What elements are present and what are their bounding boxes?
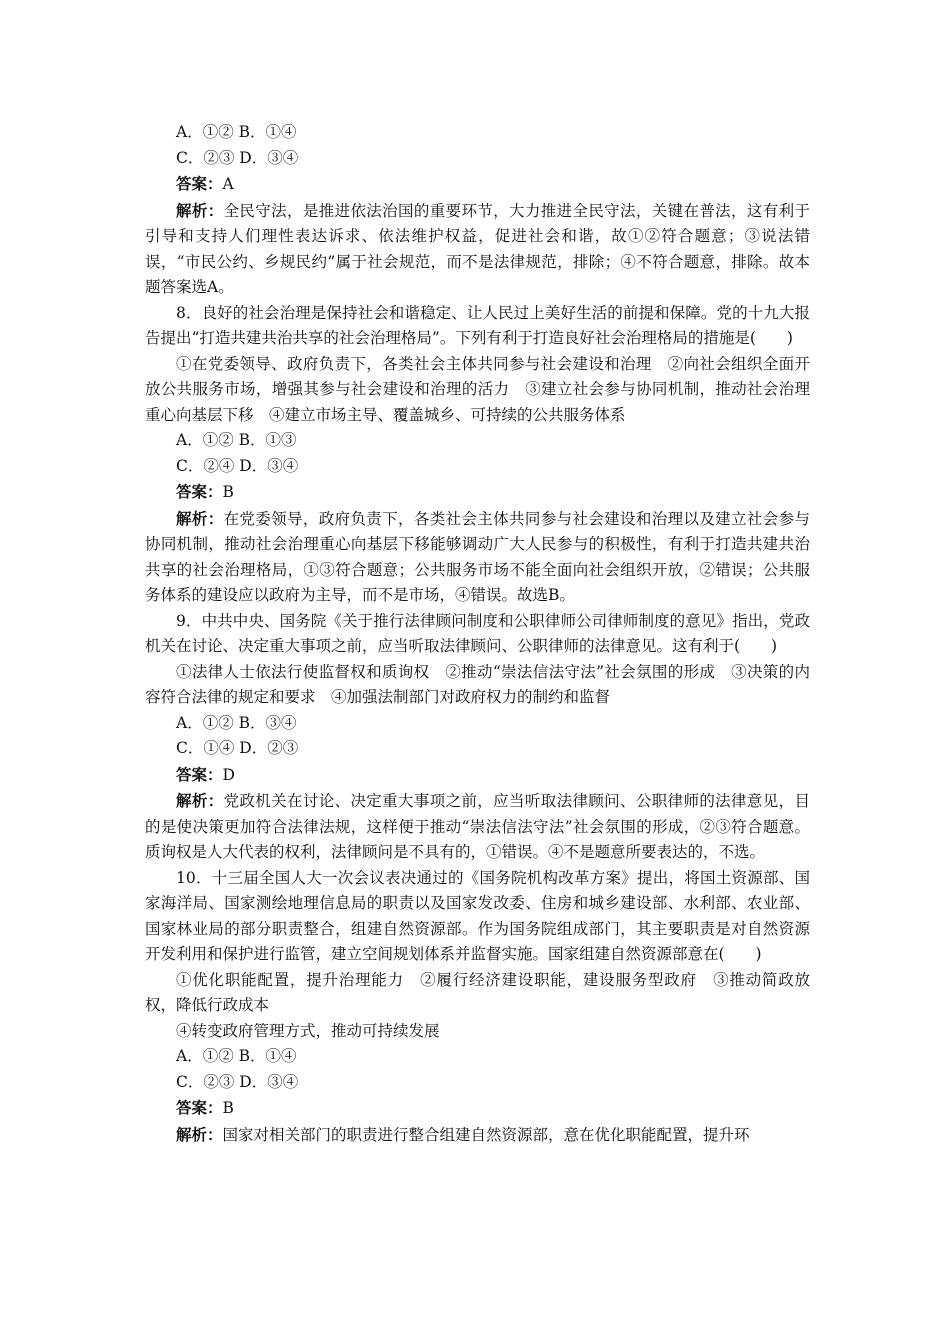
q8-items: ①在党委领导、政府负责下，各类社会主体共同参与社会建设和治理 ②向社会组织全面开放公共服务市场，增强其参与社会建设和治理的活力 ③建立社会参与协同机制，推动社会治理重心向基层下移 ④建立市场主导、覆盖城乡、可持续的公共服务体系 xyxy=(145,354,810,424)
answer-value: B xyxy=(222,483,234,501)
q9-answer xyxy=(145,762,810,789)
q7-analysis xyxy=(145,198,810,301)
q9-items: ①法律人士依法行使监督权和质询权 ②推动“崇法信法守法”社会氛围的形成 ③决策的内容符合法律的规定和要求 ④加强法制部门对政府权力的制约和监督 xyxy=(145,662,810,706)
q8-options-ab: A．①② B．①③ xyxy=(176,431,297,449)
analysis-label: 解析： xyxy=(176,1124,223,1144)
q9-analysis xyxy=(145,788,810,866)
analysis-text: 在党委领导，政府负责下，各类社会主体共同参与社会建设和治理以及建立社会参与协同机制，推动社会治理重心向基层下移能够调动广大人民参与的积极性，有利于打造共建共治共享的社会治理格局，①③符合题意；公共服务市场不能全面向社会组织开放，②错误；公共服务体系的建设应以政府为主导，而不是市场，④错误。故选B。 xyxy=(145,509,810,604)
q10-options-ab: A．①② B．①④ xyxy=(176,1047,297,1065)
q8-stem: 8．良好的社会治理是保持社会和谐稳定、让人民过上美好生活的前提和保障。党的十九大报告提出“打造共建共治共享的社会治理格局”。下列有利于打造良好社会治理格局的措施是( ) xyxy=(145,303,810,347)
answer-label: 答案： xyxy=(176,174,223,193)
answer-value: A xyxy=(222,175,234,193)
q8-analysis xyxy=(145,506,810,609)
analysis-text: 国家对相关部门的职责进行整合组建自然资源部，意在优化职能配置，提升环 xyxy=(222,1125,750,1144)
analysis-label: 解析： xyxy=(176,200,224,220)
q10-answer xyxy=(145,1095,810,1122)
analysis-label: 解析： xyxy=(176,791,224,810)
analysis-label: 解析： xyxy=(176,508,224,528)
analysis-text: 党政机关在讨论、决定重大事项之前，应当听取法律顾问、公职律师的法律意见，目的是使决策更加符合法律法规，这样便于推动“崇法信法守法”社会氛围的形成，②③符合题意。质询权是人大代表的权利，法律顾问是不具有的，①错误。④不是题意所要表达的，不选。 xyxy=(145,792,810,861)
q10-stem: 10．十三届全国人大一次会议表决通过的《国务院机构改革方案》提出，将国土资源部、国家海洋局、国家测绘地理信息局的职责以及国家发改委、住房和城乡建设部、水利部、农业部、国家林业局的部分职责整合，组建自然资源部。作为国务院组成部门，其主要职责是对自然资源开发利用和保护进行监管，建立空间规划体系并监督实施。国家组建自然资源部意在( ) xyxy=(145,868,810,963)
q9-options-ab: A．①② B．③④ xyxy=(176,713,297,732)
q10-item-4: ④转变政府管理方式，推动可持续发展 xyxy=(176,1021,440,1040)
answer-label: 答案： xyxy=(176,1098,223,1117)
q7-answer xyxy=(145,171,810,198)
q9-stem: 9．中共中央、国务院《关于推行法律顾问制度和公职律师公司律师制度的意见》指出，党政机关在讨论、决定重大事项之前，应当听取法律顾问、公职律师的法律意见。这有利于( ) xyxy=(145,611,810,655)
q8-options-cd: C．②④ D．③④ xyxy=(176,456,299,475)
answer-label: 答案： xyxy=(176,764,223,784)
answer-label: 答案： xyxy=(176,482,223,501)
q7-options-ab: A．①② B．①④ xyxy=(176,123,297,141)
document-page xyxy=(145,120,810,1148)
q10-items: ①优化职能配置，提升治理能力 ②履行经济建设职能，建设服务型政府 ③推动简政放权，降低行政成本 xyxy=(145,970,810,1014)
q7-options-cd: C．②③ D．③④ xyxy=(176,148,299,167)
analysis-text: 全民守法，是推进依法治国的重要环节，大力推进全民守法，关键在普法，这有利于引导和支持人们理性表达诉求、依法维护权益，促进社会和谐，故①②符合题意；③说法错误，“市民公约、乡规民约”属于社会规范，而不是法律规范，排除；④不符合题意，排除。故本题答案选A。 xyxy=(145,201,810,296)
answer-value: B xyxy=(222,1099,234,1117)
q10-analysis xyxy=(145,1122,810,1149)
q10-options-cd: C．②③ D．③④ xyxy=(176,1072,299,1091)
q9-options-cd: C．①④ D．②③ xyxy=(176,739,299,757)
answer-value: D xyxy=(222,765,235,784)
q8-answer xyxy=(145,479,810,506)
